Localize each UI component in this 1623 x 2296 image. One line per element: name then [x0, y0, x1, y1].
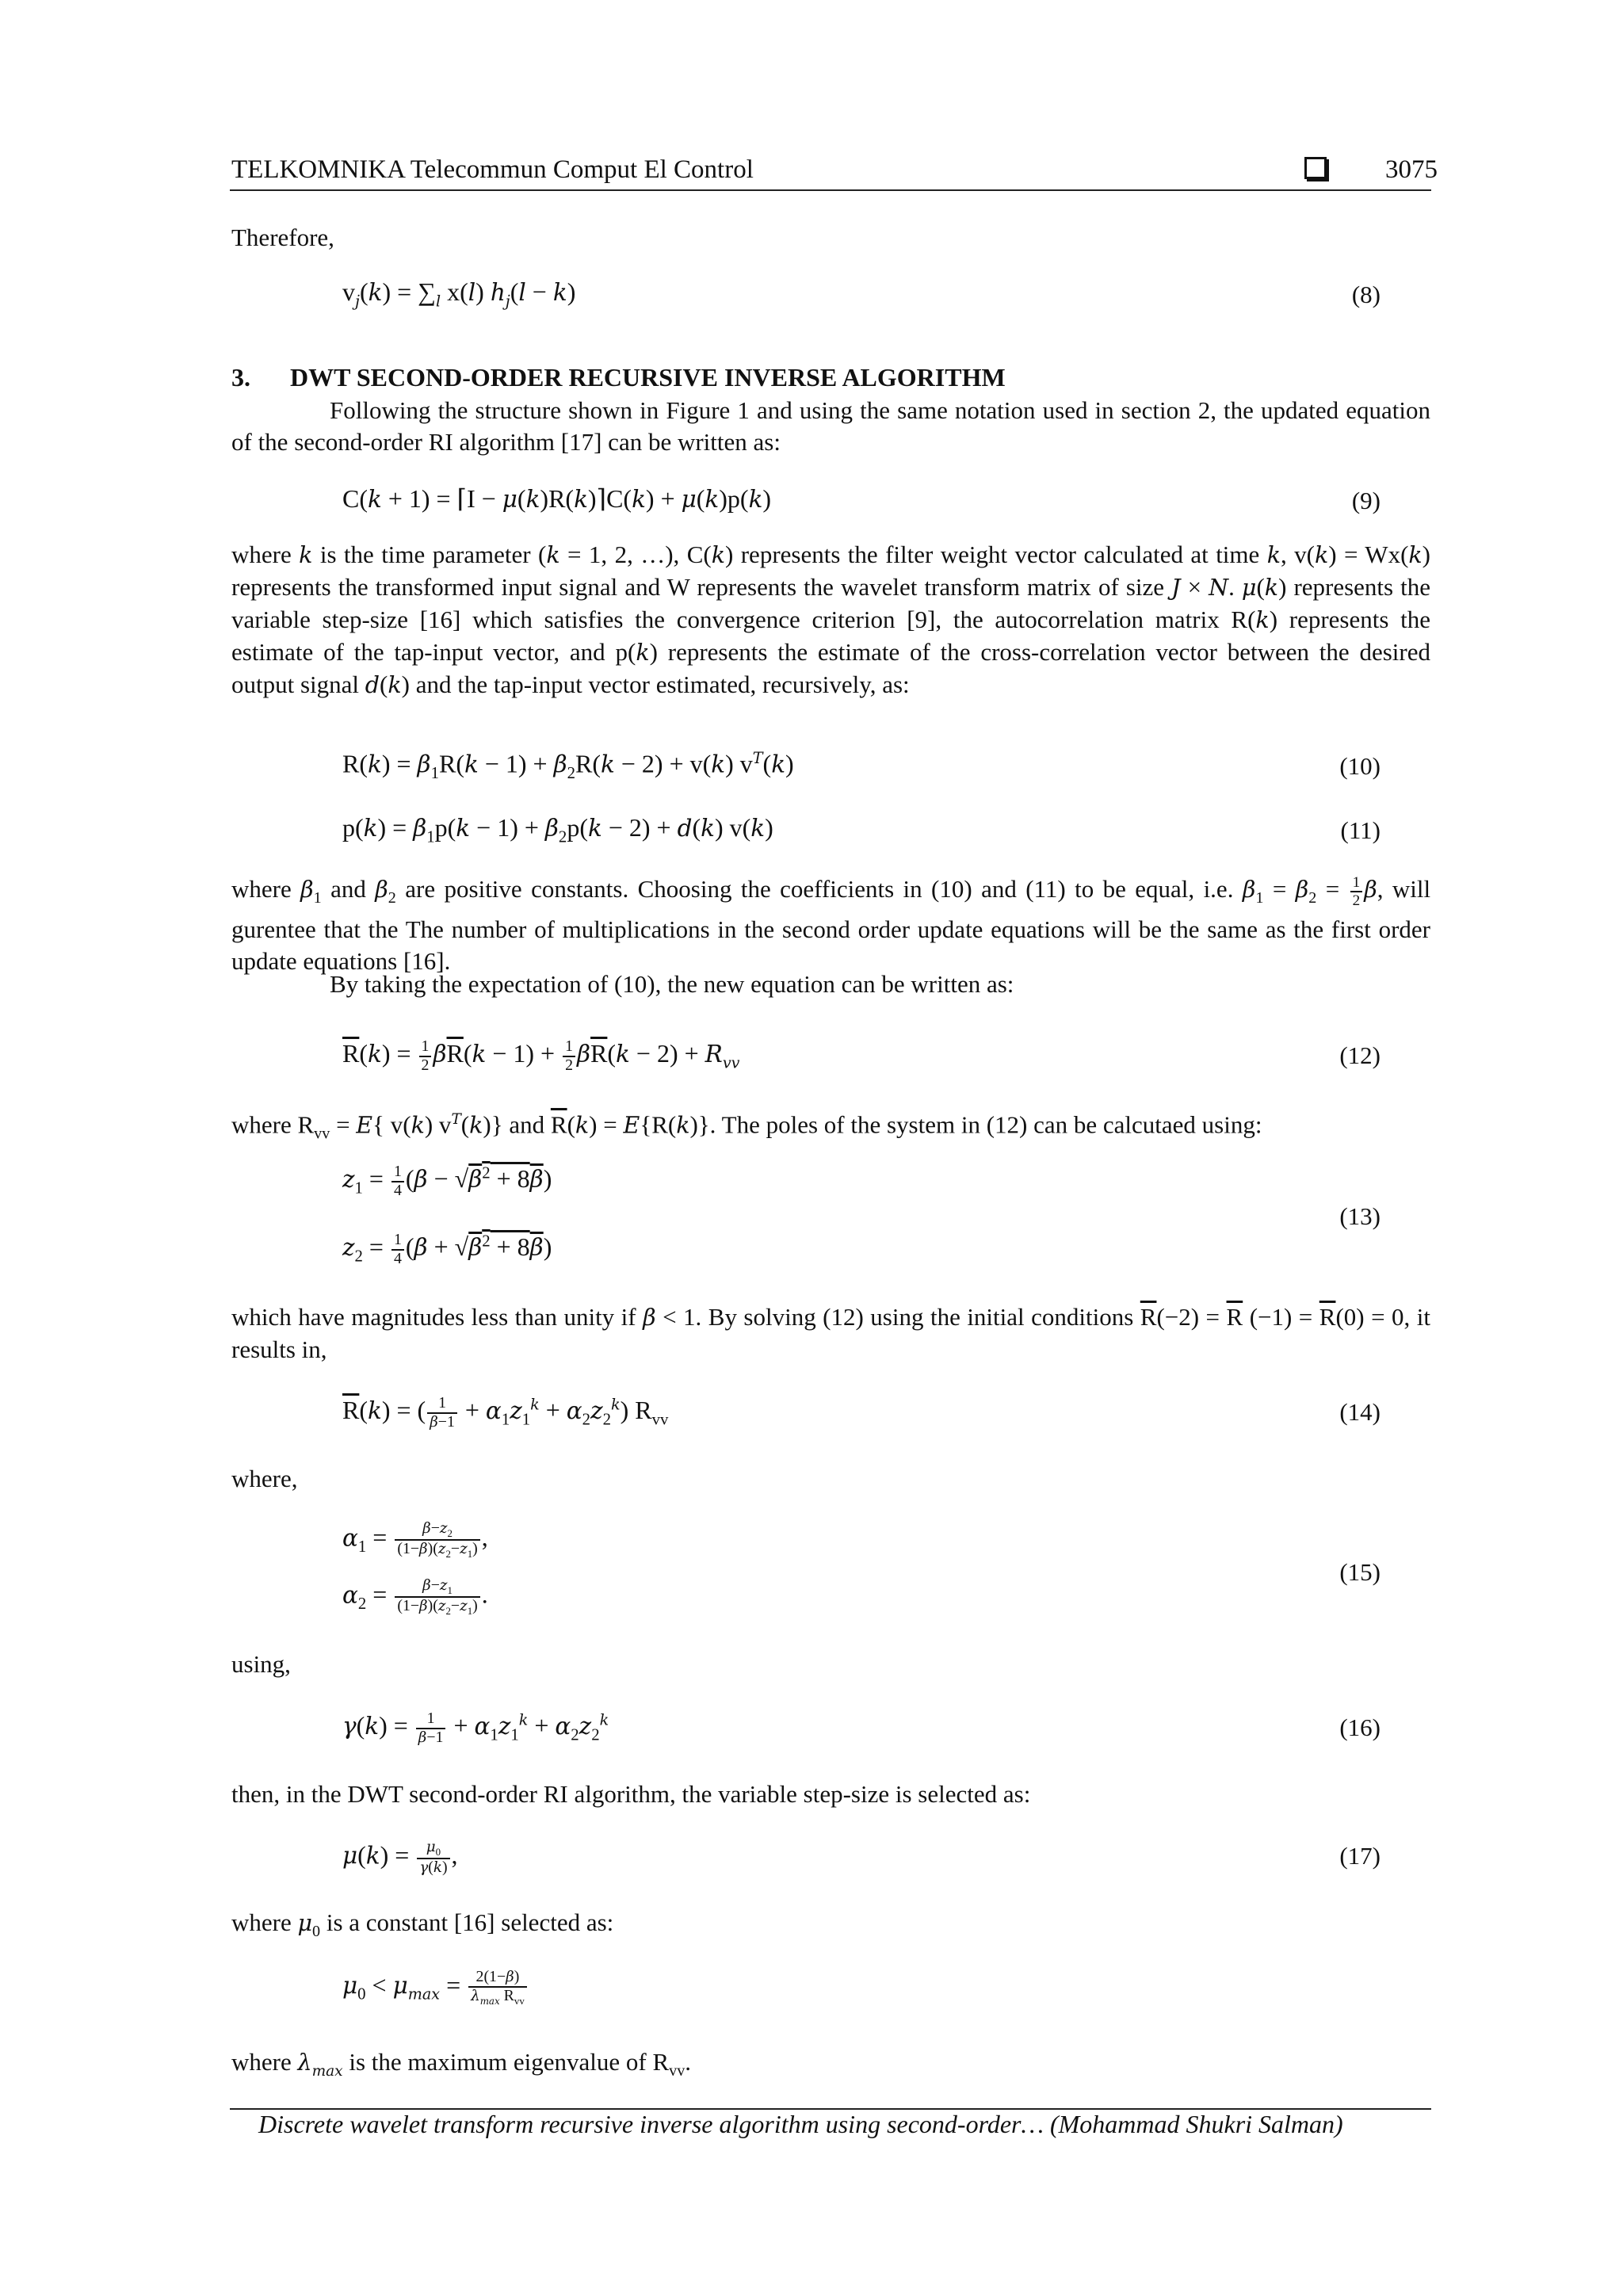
paragraph-1: Following the structure shown in Figure 1 and using the same notation used in section 2, the updated equation of the second-order RI algorithm [17] can be written as: — [231, 396, 1430, 456]
text: is the time parameter — [319, 541, 531, 568]
page-marker — [1304, 155, 1327, 185]
eq-number-14: (14) — [1339, 1398, 1381, 1426]
equation-12: $\overline{R}(k)$ = $\frac{1}{2}$ $\beta\overline{R}(k - 1)$ + $\frac{1}{2}$ $\beta\overline{R}(k - 2) + R_{vv}$ — [342, 1037, 740, 1074]
equation-mu-max: $\mu_0 < \mu_{max}$ = $\frac{2(1-\beta)}{\lambda_{max} R_{vv}}$ — [342, 1969, 529, 2007]
running-header: TELKOMNIKA Telecommun Comput El Control — [231, 155, 754, 184]
text: represents the transformed input signal and W represents the wavelet transform matrix of size — [231, 573, 1165, 601]
page-number: 3075 — [1385, 155, 1438, 184]
text: represents the estimate of the cross-correlation vector between the desired output signal — [231, 638, 1430, 698]
paragraph-9: where $\lambda_{max}$ is the maximum eigenvalue of $R_{vv}$. — [231, 2048, 692, 2080]
eq-number-10: (10) — [1339, 752, 1381, 780]
section-number: 3. — [231, 363, 250, 392]
equation-17: μ(k) = $\frac{\mu_0}{\gamma(k)}$ , — [342, 1839, 458, 1877]
text: is the maximum eigenvalue of — [349, 2048, 647, 2076]
paragraph-6: which have magnitudes less than unity if β < 1. By solving (12) using the initial conditions $\overline{R}(-2) = \overline{R}$ $(-1) = \overline{R}(0) = 0$, it results in, — [231, 1303, 1430, 1363]
text-using: using, — [231, 1650, 291, 1678]
fraction: $\frac{1}{4}$ — [391, 1232, 404, 1268]
text-therefore: Therefore, — [231, 223, 334, 251]
equation-11: $p(k) = \beta_1p(k - 1) + \beta_2p(k - 2) + d(k)$ v(k) — [342, 813, 773, 846]
fraction: $\frac{1}{\beta-1}$ — [416, 1710, 446, 1747]
fraction: $\frac{1}{4}$ — [391, 1163, 404, 1200]
equation-14: $\overline{R}(k)$ = ( $\frac{1}{\beta-1}$ + $\alpha_1z_1^k + \alpha_2z_2^k$) $R_{vv}$ — [342, 1394, 669, 1431]
square-icon — [1304, 157, 1327, 179]
eq-number-9: (9) — [1351, 487, 1381, 514]
text: is a constant [16] selected as: — [326, 1908, 614, 1936]
text: where — [231, 875, 292, 903]
text: where — [231, 1908, 292, 1936]
text: where — [231, 2048, 292, 2076]
text: The poles of the system in (12) can be calcutaed using: — [721, 1110, 1262, 1139]
text: are positive constants. Choosing the coefficients in (10) and (11) to be equal, i.e. — [405, 875, 1234, 903]
equation-15b: $\alpha_2$ = $\frac{\beta-z_1}{(1-\beta)(z_2-z_1)}$ . — [342, 1576, 488, 1618]
fraction: $\frac{\beta-z_1}{(1-\beta)(z_2-z_1)}$ — [395, 1577, 479, 1617]
paragraph-7: then, in the DWT second-order RI algorithm, the variable step-size is selected as: — [231, 1780, 1031, 1808]
text: and — [509, 1110, 545, 1139]
fraction: $\frac{1}{2}$ — [1350, 874, 1363, 909]
eq-number-13: (13) — [1339, 1202, 1381, 1230]
fraction: $\frac{1}{\beta-1}$ — [427, 1395, 457, 1431]
equation-13b: $z_2$ = $\frac{1}{4}$ $(\beta + √\beta^2 + 8\beta)$ — [342, 1231, 552, 1267]
eq-number-16: (16) — [1339, 1713, 1381, 1741]
fraction: $\frac{\mu_0}{\gamma(k)}$ — [417, 1839, 449, 1877]
text: it results in, — [231, 1303, 1430, 1363]
equation-8: $v_j(k) = \sum_l$ x(l) $h_j(l - k)$ — [342, 277, 576, 311]
equation-15a: $\alpha_1$ = $\frac{\beta-z_2}{(1-\beta)(z_2-z_1)}$ , — [342, 1519, 488, 1561]
paragraph-8: where $\mu_0$ is a constant [16] selected as: — [231, 1908, 614, 1941]
fraction: $\frac{1}{2}$ — [563, 1038, 575, 1075]
header-rule — [230, 189, 1431, 191]
paragraph-3: where $\beta_1$ and $\beta_2$ are positive constants. Choosing the coefficients in (10) and (11) to be equal, i.e. $\beta_1 = \beta_2$ = $\frac{1}{2}$ β, will gurentee that the The number of multiplications in the second order update equations will be the same as the first order update equations [16]. — [231, 873, 1431, 976]
paragraph-5: where $R_{vv} = E${ v(k) $v^T(k)$} and $\overline{R}(k) = E\{R(k)\}$. The poles of the system in (12) can be calcutaed using: — [231, 1110, 1262, 1143]
fraction: $\frac{2(1-\beta)}{\lambda_{max} R_{vv}}$ — [468, 1969, 527, 2007]
equation-10: $R(k) = \beta_1R(k - 1) + \beta_2R(k - 2) + v(k)$ $v^T(k)$ — [342, 749, 794, 783]
text: represents the filter weight vector calculated at time — [740, 541, 1260, 568]
text: which have magnitudes less than unity if — [231, 1303, 636, 1331]
text: represents the estimate of the tap-input vector, and — [231, 606, 1431, 666]
text: where — [231, 541, 292, 568]
paragraph-4: By taking the expectation of (10), the new equation can be written as: — [330, 970, 1014, 998]
text: where — [231, 1110, 292, 1139]
paragraph-2: where k is the time parameter (k = 1, 2, …), C(k) represents the filter weight vector calculated at time k, v(k) = Wx(k) represents the transformed input signal and W represents the wavelet transform matrix of size J × N. μ(k) represents the variable step-size [16] which satisfies the convergence criterion [9], the autocorrelation matrix R(k) represents the estimate of the tap-input vector, and p(k) represents the estimate of the cross-correlation vector between the desired output signal d(k) and the tap-input vector estimated, recursively, as: — [231, 541, 1431, 698]
eq-number-11: (11) — [1340, 816, 1381, 844]
equation-16: γ(k) = $\frac{1}{\beta-1}$ + $\alpha_1z_1^k + \alpha_2z_2^k$ — [342, 1710, 609, 1746]
text: and the tap-input vector estimated, recursively, as: — [415, 670, 910, 698]
section-title: DWT SECOND-ORDER RECURSIVE INVERSE ALGORITHM — [290, 363, 1006, 392]
fraction: $\frac{\beta-z_2}{(1-\beta)(z_2-z_1)}$ — [395, 1520, 479, 1560]
eq-number-15: (15) — [1339, 1558, 1381, 1586]
eq-number-12: (12) — [1339, 1041, 1381, 1069]
text: By solving (12) using the initial conditions — [708, 1303, 1134, 1331]
equation-13a: $z_1$ = $\frac{1}{4}$ $(\beta - √\beta^2 + 8\beta)$ — [342, 1163, 552, 1199]
text: represents the variable step-size [16] which satisfies the convergence criterion [9], the autocorrelation matrix — [231, 573, 1431, 633]
fraction: $\frac{1}{2}$ — [419, 1038, 432, 1075]
eq-number-17: (17) — [1339, 1842, 1381, 1870]
footer-citation: Discrete wavelet transform recursive inverse algorithm using second-order… (Mohammad Shukri Salman) — [258, 2110, 1343, 2138]
text: and — [330, 875, 366, 903]
eq-number-8: (8) — [1351, 281, 1381, 308]
text-where: where, — [231, 1465, 298, 1492]
equation-9: C(k + 1) = ⌈I − μ(k)R(k)⌉C(k) + μ(k)p(k) — [342, 484, 772, 513]
text: will gurentee that the The number of multiplications in the second order update equations will be the same as the first order update equations [16]. — [231, 875, 1431, 976]
